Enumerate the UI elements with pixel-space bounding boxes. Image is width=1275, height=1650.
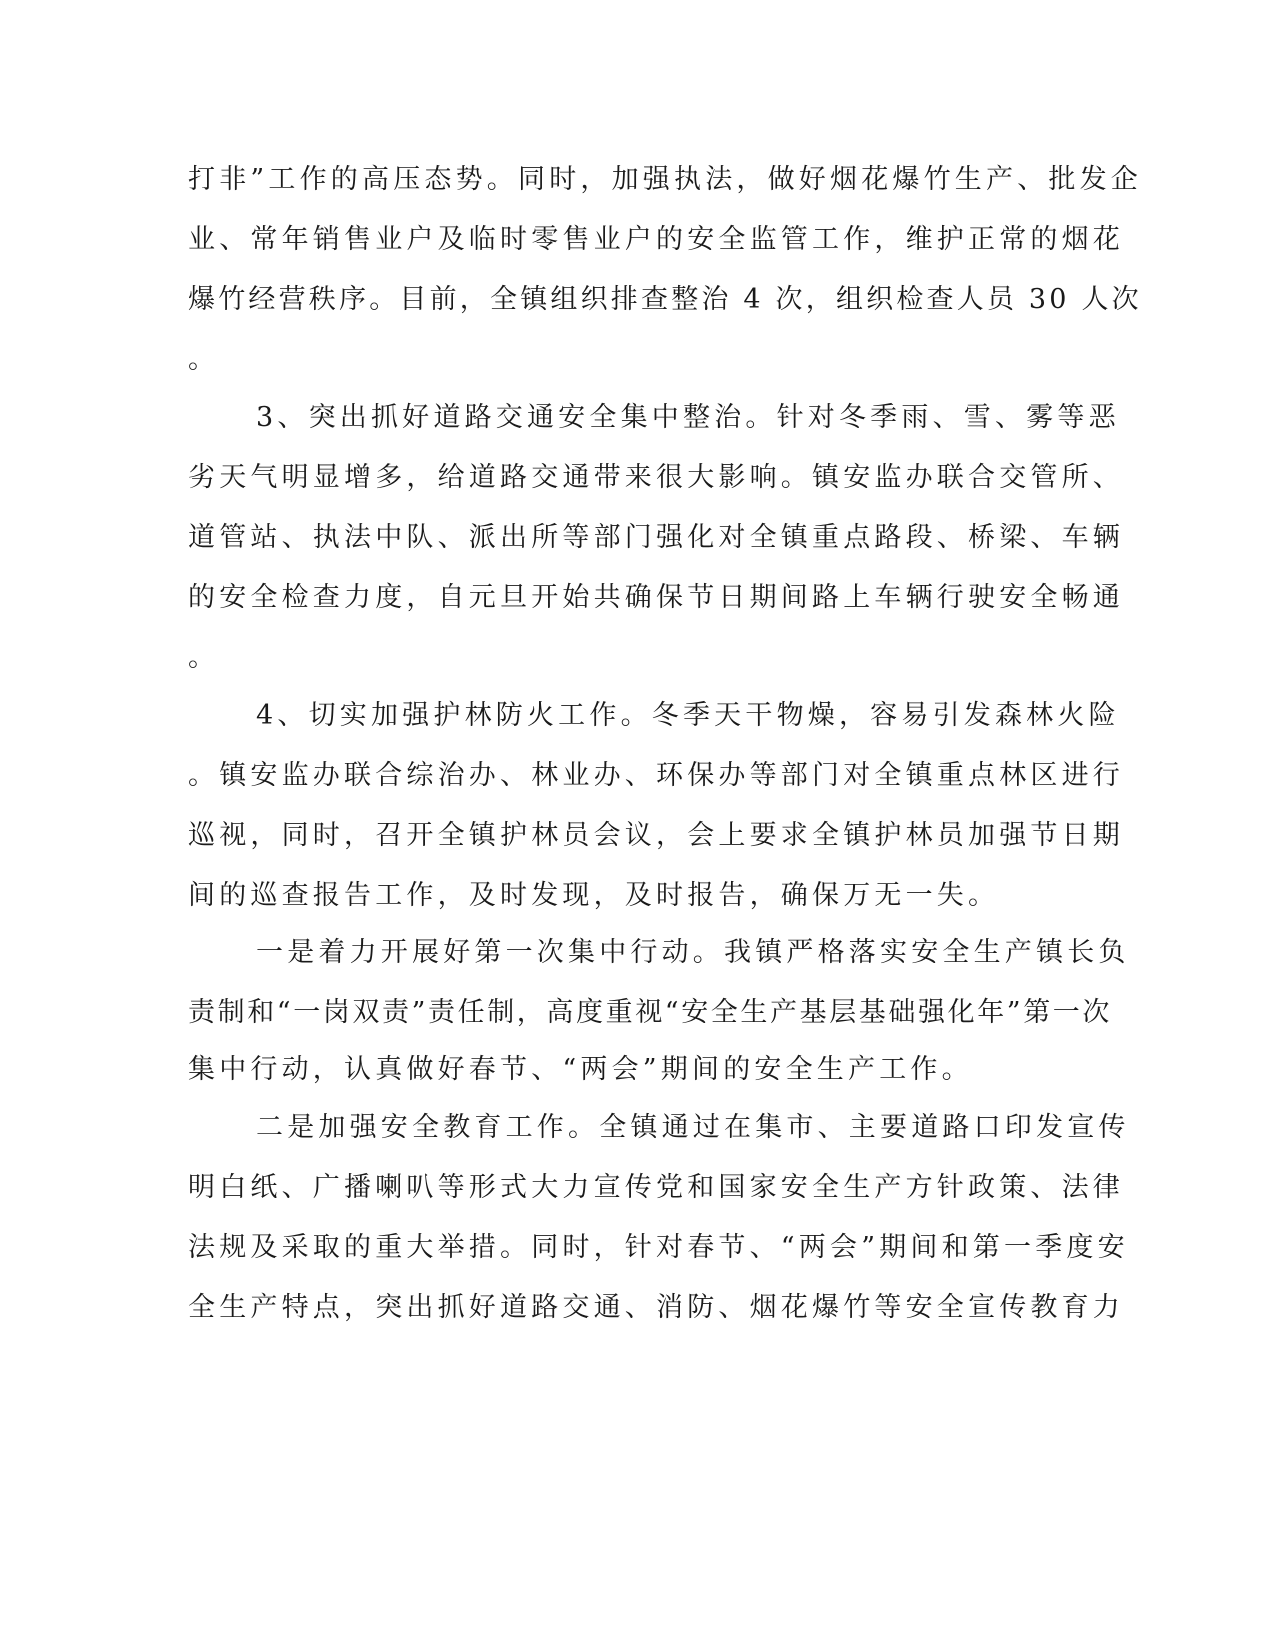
text-line: 责制和“一岗双责”责任制，高度重视“安全生产基层基础强化年”第一次 — [188, 997, 1113, 1028]
text-line: 法规及采取的重大举措。同时，针对春节、“两会”期间和第一季度安 — [188, 1232, 1129, 1263]
text-line: 业、常年销售业户及临时零售业户的安全监管工作，维护正常的烟花 — [188, 224, 1124, 255]
text-line: 4、切实加强护林防火工作。冬季天干物燥，容易引发森林火险 — [256, 700, 1120, 731]
text-line: 巡视，同时，召开全镇护林员会议，会上要求全镇护林员加强节日期 — [188, 820, 1124, 851]
text-line: 。 — [188, 344, 220, 375]
text-line: 二是加强安全教育工作。全镇通过在集市、主要道路口印发宣传 — [256, 1112, 1130, 1143]
text-line: 。镇安监办联合综治办、林业办、环保办等部门对全镇重点林区进行 — [188, 760, 1124, 791]
text-line: 间的巡查报告工作，及时发现，及时报告，确保万无一失。 — [188, 880, 1000, 911]
text-line: 打非”工作的高压态势。同时，加强执法，做好烟花爆竹生产、批发企 — [188, 164, 1143, 195]
text-line: 一是着力开展好第一次集中行动。我镇严格落实安全生产镇长负 — [256, 937, 1130, 968]
text-line: 爆竹经营秩序。目前，全镇组织排查整治 4 次，组织检查人员 30 人次 — [188, 284, 1142, 315]
text-line: 的安全检查力度，自元旦开始共确保节日期间路上车辆行驶安全畅通 — [188, 582, 1124, 613]
text-line: 道管站、执法中队、派出所等部门强化对全镇重点路段、桥梁、车辆 — [188, 522, 1124, 553]
text-line: 。 — [188, 642, 220, 673]
text-line: 明白纸、广播喇叭等形式大力宣传党和国家安全生产方针政策、法律 — [188, 1172, 1124, 1203]
text-line: 劣天气明显增多，给道路交通带来很大影响。镇安监办联合交管所、 — [188, 462, 1124, 493]
text-line: 3、突出抓好道路交通安全集中整治。针对冬季雨、雪、雾等恶 — [256, 402, 1120, 433]
text-line: 集中行动，认真做好春节、“两会”期间的安全生产工作。 — [188, 1054, 973, 1085]
text-line: 全生产特点，突出抓好道路交通、消防、烟花爆竹等安全宣传教育力 — [188, 1292, 1124, 1323]
